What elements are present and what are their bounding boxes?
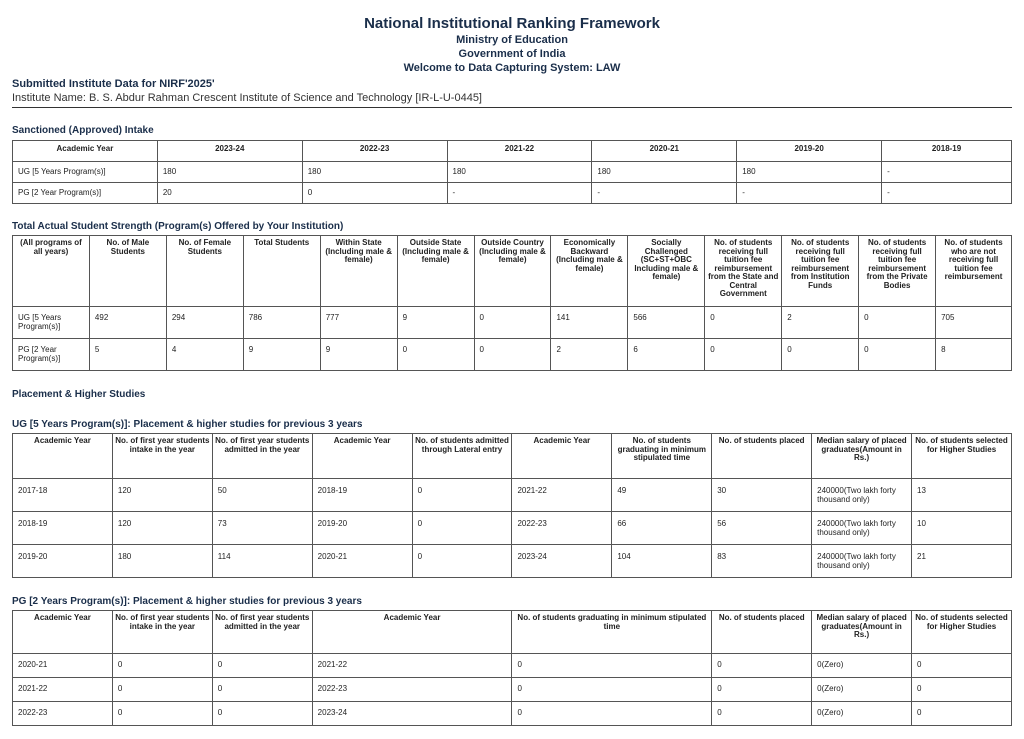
table-cell: 73: [212, 512, 312, 545]
placement-section-title: Placement & Higher Studies: [12, 389, 146, 400]
table-cell: 2019-20: [312, 512, 412, 545]
column-header: No. of first year students intake in the year: [112, 611, 212, 654]
column-header: (All programs of all years): [13, 236, 90, 307]
strength-section-title: Total Actual Student Strength (Program(s) Offered by Your Institution): [12, 221, 344, 232]
table-cell: 0: [302, 183, 447, 204]
table-cell: 180: [302, 162, 447, 183]
table-cell: 50: [212, 479, 312, 512]
table-cell: PG [2 Year Program(s)]: [13, 339, 90, 371]
pg-placement-title: PG [2 Years Program(s)]: Placement & higher studies for previous 3 years: [12, 596, 362, 607]
table-cell: 10: [912, 512, 1012, 545]
table-cell: 5: [89, 339, 166, 371]
page-header: [0, 15, 1024, 75]
table-cell: 0: [512, 702, 712, 726]
table-cell: 0: [712, 678, 812, 702]
table-cell: 2023-24: [312, 702, 512, 726]
column-header: Academic Year: [512, 434, 612, 479]
table-cell: 2018-19: [13, 512, 113, 545]
column-header: Academic Year: [312, 434, 412, 479]
column-header: No. of Male Students: [89, 236, 166, 307]
column-header: Socially Challenged (SC+ST+OBC Including male & female): [628, 236, 705, 307]
table-cell: 0: [712, 654, 812, 678]
column-header: Academic Year: [13, 141, 158, 162]
column-header: Academic Year: [13, 434, 113, 479]
table-cell: 0: [112, 654, 212, 678]
table-cell: 180: [112, 545, 212, 578]
table-cell: 0: [912, 678, 1012, 702]
table-cell: 2017-18: [13, 479, 113, 512]
pg-placement-table: [12, 610, 1012, 726]
header-row: [13, 236, 1012, 307]
column-header: No. of first year students admitted in the year: [212, 434, 312, 479]
table-cell: 0: [212, 654, 312, 678]
table-cell: 0: [474, 339, 551, 371]
ministry-line: Ministry of Education: [456, 34, 568, 46]
table-cell: 2020-21: [13, 654, 113, 678]
table-cell: 2019-20: [13, 545, 113, 578]
column-header: No. of students placed: [712, 434, 812, 479]
table-cell: 0: [474, 307, 551, 339]
table-cell: 0: [705, 339, 782, 371]
table-row: [13, 162, 1012, 183]
column-header: Median salary of placed graduates(Amount in Rs.): [812, 611, 912, 654]
column-header: Median salary of placed graduates(Amount in Rs.): [812, 434, 912, 479]
column-header: No. of students who are not receiving full tuition fee reimbursement: [936, 236, 1012, 307]
table-cell: 141: [551, 307, 628, 339]
table-cell: 2021-22: [312, 654, 512, 678]
column-header: 2022-23: [302, 141, 447, 162]
table-row: [13, 307, 1012, 339]
table-cell: 21: [912, 545, 1012, 578]
table-cell: 240000(Two lakh forty thousand only): [812, 512, 912, 545]
table-cell: 120: [112, 512, 212, 545]
table-cell: 566: [628, 307, 705, 339]
table-cell: 30: [712, 479, 812, 512]
table-cell: 786: [243, 307, 320, 339]
column-header: Academic Year: [312, 611, 512, 654]
column-header: Academic Year: [13, 611, 113, 654]
table-cell: -: [592, 183, 737, 204]
table-row: [13, 545, 1012, 578]
table-cell: 0: [859, 307, 936, 339]
column-header: 2023-24: [157, 141, 302, 162]
column-header: No. of students receiving full tuition fee reimbursement from the State and Central Government: [705, 236, 782, 307]
table-cell: 180: [157, 162, 302, 183]
institute-block: [12, 77, 1012, 108]
ug-placement-title: UG [5 Years Program(s)]: Placement & higher studies for previous 3 years: [12, 419, 363, 430]
table-cell: 492: [89, 307, 166, 339]
table-cell: 180: [447, 162, 592, 183]
table-cell: 2023-24: [512, 545, 612, 578]
column-header: No. of students graduating in minimum stipulated time: [512, 611, 712, 654]
table-cell: 0: [782, 339, 859, 371]
table-cell: 104: [612, 545, 712, 578]
table-cell: 0(Zero): [812, 654, 912, 678]
intake-table: [12, 140, 1012, 204]
column-header: Economically Backward (Including male & female): [551, 236, 628, 307]
column-header: No. of first year students intake in the year: [112, 434, 212, 479]
table-cell: 0(Zero): [812, 702, 912, 726]
column-header: No. of students selected for Higher Studies: [912, 611, 1012, 654]
table-row: [13, 479, 1012, 512]
table-cell: 83: [712, 545, 812, 578]
table-cell: 66: [612, 512, 712, 545]
table-cell: 2020-21: [312, 545, 412, 578]
table-cell: 777: [320, 307, 397, 339]
table-cell: -: [882, 162, 1012, 183]
submitted-data-title: Submitted Institute Data for NIRF'2025': [12, 78, 215, 90]
table-cell: 0: [212, 678, 312, 702]
header-row: [13, 141, 1012, 162]
institute-name: Institute Name: B. S. Abdur Rahman Crescent Institute of Science and Technology [IR-L-U-0445]: [12, 92, 482, 104]
column-header: No. of students receiving full tuition fee reimbursement from Institution Funds: [782, 236, 859, 307]
column-header: Outside State (Including male & female): [397, 236, 474, 307]
table-cell: UG [5 Years Program(s)]: [13, 307, 90, 339]
table-cell: 180: [737, 162, 882, 183]
table-cell: 0(Zero): [812, 678, 912, 702]
table-cell: 0: [412, 545, 512, 578]
table-cell: 120: [112, 479, 212, 512]
table-cell: 114: [212, 545, 312, 578]
table-cell: 2021-22: [13, 678, 113, 702]
table-cell: -: [447, 183, 592, 204]
government-line: Government of India: [458, 48, 566, 60]
table-cell: 0: [512, 678, 712, 702]
column-header: 2018-19: [882, 141, 1012, 162]
table-cell: 13: [912, 479, 1012, 512]
table-cell: 2022-23: [13, 702, 113, 726]
table-cell: 2022-23: [312, 678, 512, 702]
table-cell: 0: [397, 339, 474, 371]
column-header: No. of Female Students: [166, 236, 243, 307]
table-cell: 0: [412, 479, 512, 512]
table-cell: 705: [936, 307, 1012, 339]
table-cell: 2021-22: [512, 479, 612, 512]
table-cell: 0: [212, 702, 312, 726]
table-cell: 9: [320, 339, 397, 371]
column-header: No. of students receiving full tuition fee reimbursement from the Private Bodies: [859, 236, 936, 307]
header-row: [13, 434, 1012, 479]
table-cell: 49: [612, 479, 712, 512]
column-header: No. of students selected for Higher Studies: [912, 434, 1012, 479]
table-cell: 240000(Two lakh forty thousand only): [812, 479, 912, 512]
table-cell: 0: [112, 702, 212, 726]
welcome-line: Welcome to Data Capturing System: LAW: [403, 62, 621, 74]
ug-placement-table: [12, 433, 1012, 578]
table-cell: 0: [712, 702, 812, 726]
column-header: Within State (Including male & female): [320, 236, 397, 307]
column-header: Total Students: [243, 236, 320, 307]
table-cell: 8: [936, 339, 1012, 371]
column-header: 2020-21: [592, 141, 737, 162]
column-header: No. of students graduating in minimum stipulated time: [612, 434, 712, 479]
table-cell: 2: [782, 307, 859, 339]
table-row: [13, 678, 1012, 702]
column-header: 2019-20: [737, 141, 882, 162]
table-cell: 9: [243, 339, 320, 371]
column-header: No. of students admitted through Lateral entry: [412, 434, 512, 479]
column-header: No. of first year students admitted in the year: [212, 611, 312, 654]
table-cell: 0: [705, 307, 782, 339]
table-cell: UG [5 Years Program(s)]: [13, 162, 158, 183]
table-cell: 0: [859, 339, 936, 371]
header-row: [13, 611, 1012, 654]
column-header: 2021-22: [447, 141, 592, 162]
intake-section-title: Sanctioned (Approved) Intake: [12, 125, 154, 136]
table-row: [13, 512, 1012, 545]
table-cell: PG [2 Year Program(s)]: [13, 183, 158, 204]
table-cell: 9: [397, 307, 474, 339]
table-cell: -: [882, 183, 1012, 204]
table-cell: 6: [628, 339, 705, 371]
table-cell: 0: [912, 654, 1012, 678]
table-cell: 0: [112, 678, 212, 702]
table-row: [13, 702, 1012, 726]
table-cell: 20: [157, 183, 302, 204]
column-header: Outside Country (Including male & female): [474, 236, 551, 307]
page-title: National Institutional Ranking Framework: [364, 15, 660, 32]
table-row: [13, 654, 1012, 678]
column-header: No. of students placed: [712, 611, 812, 654]
table-cell: 0: [512, 654, 712, 678]
table-cell: 56: [712, 512, 812, 545]
table-cell: 2022-23: [512, 512, 612, 545]
table-cell: 0: [412, 512, 512, 545]
table-cell: 294: [166, 307, 243, 339]
strength-table: [12, 235, 1012, 371]
table-cell: 0: [912, 702, 1012, 726]
table-cell: -: [737, 183, 882, 204]
table-cell: 4: [166, 339, 243, 371]
table-cell: 240000(Two lakh forty thousand only): [812, 545, 912, 578]
table-row: [13, 339, 1012, 371]
table-cell: 2: [551, 339, 628, 371]
table-cell: 2018-19: [312, 479, 412, 512]
table-row: [13, 183, 1012, 204]
table-cell: 180: [592, 162, 737, 183]
